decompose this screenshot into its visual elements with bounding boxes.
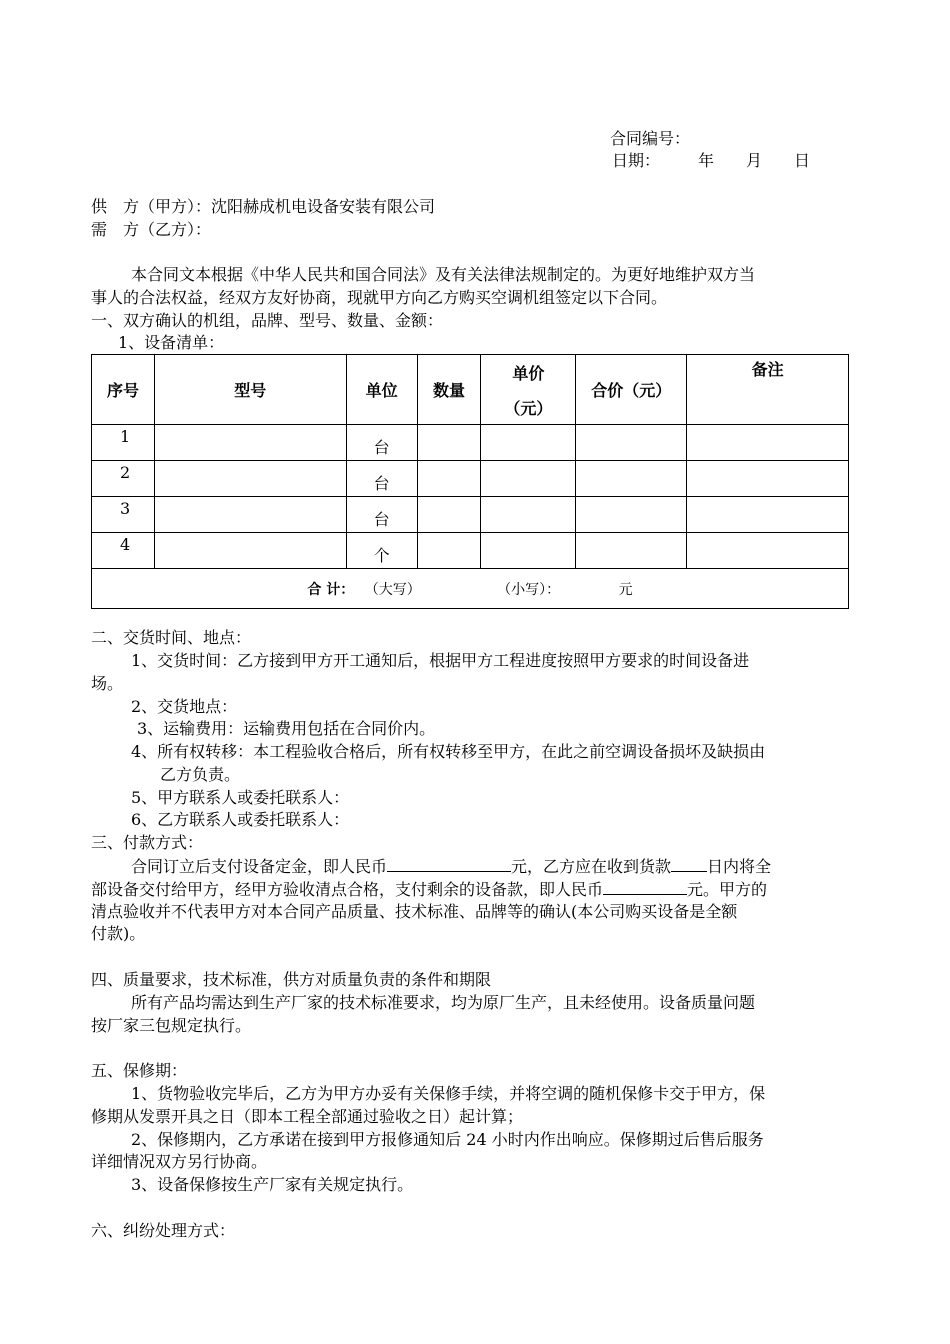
row-qty[interactable] xyxy=(417,461,481,497)
row-seq: 4 xyxy=(92,533,155,569)
supplier-party: 供 方（甲方）：沈阳赫成机电设备安装有限公司 xyxy=(91,197,436,216)
header-unit-price xyxy=(481,355,576,425)
header-total-price: 合价（元） xyxy=(576,355,687,425)
row-unit-price[interactable] xyxy=(481,461,576,497)
row-qty[interactable] xyxy=(417,425,481,461)
row-model[interactable] xyxy=(154,461,346,497)
header-unit-price-currency: （元） xyxy=(504,398,553,418)
row-qty[interactable] xyxy=(417,497,481,533)
table-header-row xyxy=(92,355,849,425)
date-month: 月 xyxy=(746,151,763,170)
party-b-contact: 6、乙方联系人或委托联系人： xyxy=(131,810,350,829)
payment-deposit-text: 合同订立后支付设备定金，即人民币 xyxy=(131,857,388,876)
header-qty: 数量 xyxy=(417,355,481,425)
table-row xyxy=(92,497,849,533)
ownership-transfer-line-2: 乙方负责。 xyxy=(160,765,241,784)
header-seq: 序号 xyxy=(92,355,155,425)
warranty-item-1-line-1: 1、货物验收完毕后，乙方为甲方办妥有关保修手续，并将空调的随机保修卡交于甲方，保 xyxy=(131,1084,766,1103)
delivery-days-blank[interactable] xyxy=(671,855,707,872)
row-total-price[interactable] xyxy=(576,425,687,461)
header-model: 型号 xyxy=(154,355,346,425)
header-remark: 备注 xyxy=(687,355,849,425)
table-row xyxy=(92,425,849,461)
header-unit-price-label: 单价 xyxy=(512,363,545,383)
row-model[interactable] xyxy=(154,425,346,461)
intro-line-1: 本合同文本根据《中华人民共和国合同法》及有关法律法规制定的。为更好地维护双方当 xyxy=(131,265,756,284)
total-upper-label: （大写） xyxy=(364,581,421,598)
row-remark[interactable] xyxy=(687,533,849,569)
quality-line-2: 按厂家三包规定执行。 xyxy=(91,1016,252,1035)
row-total-price[interactable] xyxy=(576,461,687,497)
row-remark[interactable] xyxy=(687,497,849,533)
payment-delivery-end: 日内将全 xyxy=(707,857,772,876)
row-seq: 2 xyxy=(92,461,155,497)
date-label: 日期： xyxy=(612,151,661,170)
payment-balance-end: 元。甲方的 xyxy=(687,880,768,899)
balance-amount-blank[interactable] xyxy=(603,878,687,895)
delivery-time-line-2: 场。 xyxy=(91,674,124,693)
row-unit: 个 xyxy=(346,533,417,569)
warranty-item-3: 3、设备保修按生产厂家有关规定执行。 xyxy=(131,1175,414,1194)
warranty-item-2-line-2: 详细情况双方另行协商。 xyxy=(91,1152,268,1171)
payment-line-3: 清点验收并不代表甲方对本合同产品质量、技术标准、品牌等的确认(本公司购买设备是全额 xyxy=(91,902,738,921)
table-row xyxy=(92,461,849,497)
row-unit: 台 xyxy=(346,425,417,461)
quality-line-1: 所有产品均需达到生产厂家的技术标准要求，均为原厂生产，且未经使用。设备质量问题 xyxy=(131,993,756,1012)
row-qty[interactable] xyxy=(417,533,481,569)
payment-line-4: 付款)。 xyxy=(91,924,146,943)
section-3-title: 三、付款方式： xyxy=(91,833,204,852)
row-model[interactable] xyxy=(154,497,346,533)
row-unit: 台 xyxy=(346,497,417,533)
row-remark[interactable] xyxy=(687,461,849,497)
row-total-price[interactable] xyxy=(576,497,687,533)
total-currency: 元 xyxy=(618,581,633,598)
contract-number-label: 合同编号： xyxy=(610,129,691,148)
ownership-transfer-line-1: 4、所有权转移：本工程验收合格后，所有权转移至甲方，在此之前空调设备损坏及缺损由 xyxy=(131,742,766,761)
header-unit: 单位 xyxy=(346,355,417,425)
warranty-item-2-line-1: 2、保修期内，乙方承诺在接到甲方报修通知后 24 小时内作出响应。保修期过后售后服务 xyxy=(131,1130,764,1149)
payment-line-2 xyxy=(91,878,767,901)
warranty-item-1-line-2: 修期从发票开具之日（即本工程全部通过验收之日）起计算； xyxy=(91,1107,524,1126)
date-year: 年 xyxy=(698,151,715,170)
delivery-place: 2、交货地点： xyxy=(131,697,238,716)
delivery-time-line-1: 1、交货时间：乙方接到甲方开工通知后，根据甲方工程进度按照甲方要求的时间设备进 xyxy=(131,651,750,670)
equipment-list-label: 1、设备清单： xyxy=(118,333,225,352)
row-seq: 1 xyxy=(92,425,155,461)
section-6-title: 六、纠纷处理方式： xyxy=(91,1221,236,1240)
payment-line-1 xyxy=(131,855,771,878)
row-unit-price[interactable] xyxy=(481,533,576,569)
payment-balance-text: 部设备交付给甲方，经甲方验收清点合格，支付剩余的设备款，即人民币 xyxy=(91,880,604,899)
total-lower-label: （小写）： xyxy=(497,581,561,598)
row-unit: 台 xyxy=(346,461,417,497)
table-total-row xyxy=(92,569,849,609)
payment-delivery-text: 元，乙方应在收到货款 xyxy=(511,857,672,876)
total-label: 合 计： xyxy=(307,581,355,598)
intro-line-2: 事人的合法权益，经双方友好协商，现就甲方向乙方购买空调机组签定以下合同。 xyxy=(91,288,668,307)
row-total-price[interactable] xyxy=(576,533,687,569)
section-5-title: 五、保修期： xyxy=(91,1061,188,1080)
buyer-party: 需 方（乙方）： xyxy=(91,220,212,239)
row-unit-price[interactable] xyxy=(481,497,576,533)
total-cell xyxy=(92,569,849,609)
deposit-amount-blank[interactable] xyxy=(387,855,511,872)
section-1-title: 一、双方确认的机组，品牌、型号、数量、金额： xyxy=(91,311,444,330)
row-model[interactable] xyxy=(154,533,346,569)
section-2-title: 二、交货时间、地点： xyxy=(91,628,252,647)
row-seq: 3 xyxy=(92,497,155,533)
row-unit-price[interactable] xyxy=(481,425,576,461)
row-remark[interactable] xyxy=(687,425,849,461)
transport-cost: 3、运输费用：运输费用包括在合同价内。 xyxy=(137,719,436,738)
date-day: 日 xyxy=(794,151,811,170)
section-4-title: 四、质量要求，技术标准，供方对质量负责的条件和期限 xyxy=(91,970,492,989)
table-row xyxy=(92,533,849,569)
party-a-contact: 5、甲方联系人或委托联系人： xyxy=(131,788,350,807)
equipment-table xyxy=(91,354,849,609)
